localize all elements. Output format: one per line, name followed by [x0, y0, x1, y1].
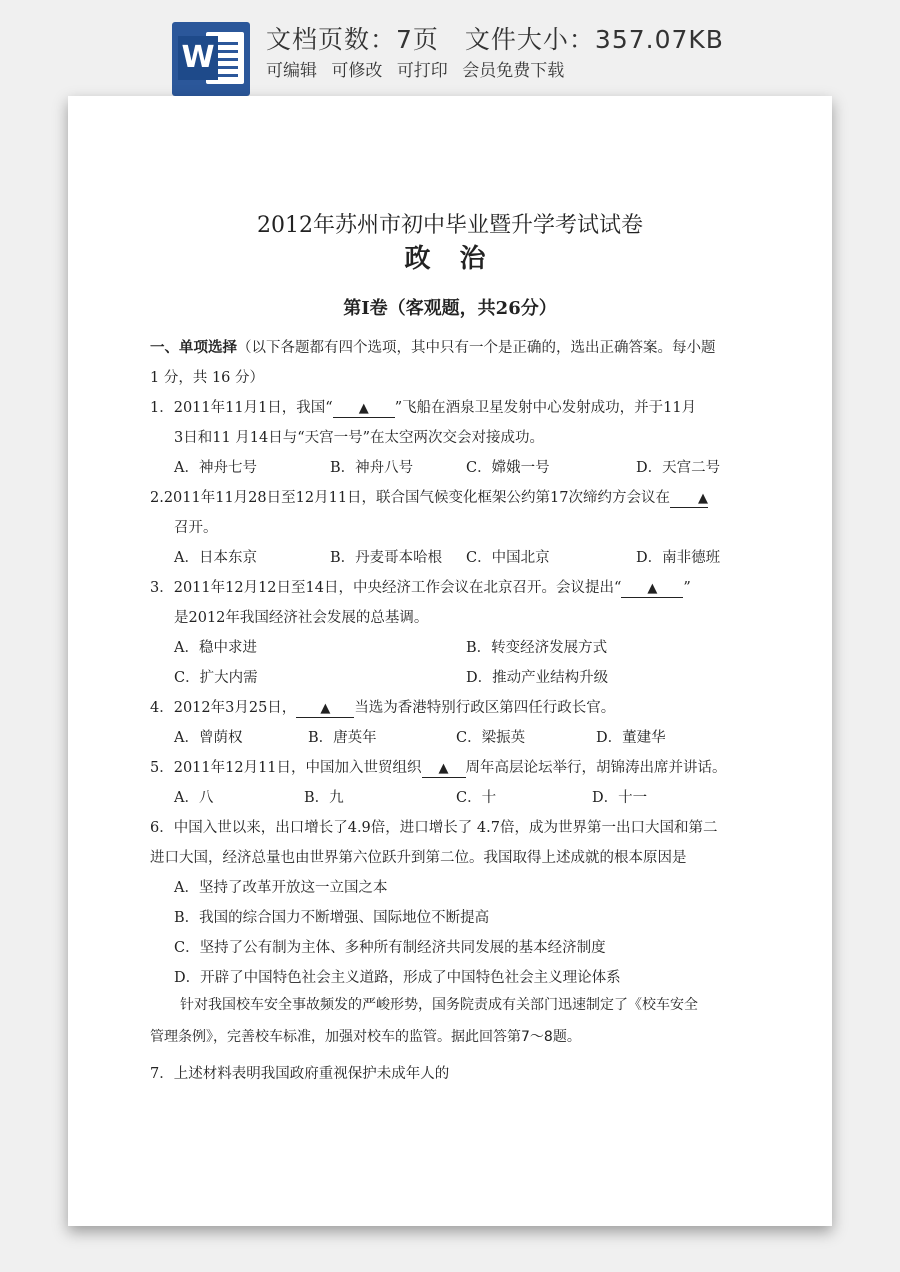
option: B．转变经济发展方式	[466, 640, 608, 656]
option: D．十一	[592, 790, 648, 806]
option: B．唐英年	[308, 730, 377, 746]
question-6-cont: 进口大国，经济总量也由世界第六位跃升到第二位。我国取得上述成就的根本原因是	[150, 850, 687, 866]
option: A．神舟七号	[174, 460, 257, 476]
option: C．坚持了公有制为主体、多种所有制经济共同发展的基本经济制度	[174, 940, 606, 956]
answer-blank: ▲	[621, 581, 683, 598]
question-3: 3．2011年12月12日至14日，中央经济工作会议在北京召开。会议提出“ ▲ ”	[150, 580, 691, 596]
feature-editable: 可编辑	[266, 61, 317, 81]
option: A．八	[174, 790, 214, 806]
option: C．梁振英	[456, 730, 526, 746]
file-size: 文件大小：357.07KB	[464, 25, 724, 54]
section-desc-2: 1 分，共 16 分）	[150, 370, 265, 386]
answer-blank: ▲	[670, 491, 708, 508]
download-banner	[0, 0, 900, 96]
option: B．九	[304, 790, 344, 806]
feature-list	[266, 56, 573, 81]
question-2-cont: 召开。	[174, 520, 218, 536]
answer-blank: ▲	[422, 761, 466, 778]
option: A．日本东京	[174, 550, 257, 566]
option: D．董建华	[596, 730, 666, 746]
question-6: 6．中国入世以来，出口增长了4.9倍，进口增长了 4.7倍，成为世界第一出口大国和第二	[150, 820, 718, 836]
option: B．神舟八号	[330, 460, 414, 476]
question-1-cont: 3日和11 月14日与“天宫一号”在太空两次交会对接成功。	[174, 430, 545, 446]
feature-printable: 可打印	[396, 61, 448, 81]
exam-title: 2012年苏州市初中毕业暨升学考试试卷	[257, 213, 643, 238]
feature-member-download: 会员免费下载	[462, 61, 565, 81]
option: D．开辟了中国特色社会主义道路，形成了中国特色社会主义理论体系	[174, 970, 621, 986]
option: D．推动产业结构升级	[466, 670, 609, 686]
word-letter: W	[178, 36, 218, 80]
material-text: 针对我国校车安全事故频发的严峻形势，国务院责成有关部门迅速制定了《校车安全	[180, 997, 698, 1013]
option: C．中国北京	[466, 550, 550, 566]
question-2: 2.2011年11月28日至12月11日，联合国气候变化框架公约第17次缔约方会议在 ▲	[150, 490, 708, 506]
option: C．扩大内需	[174, 670, 258, 686]
question-1: 1．2011年11月1日，我国“ ▲ ”飞船在酒泉卫星发射中心发射成功，并于11月	[150, 400, 697, 416]
document-page	[68, 96, 832, 1226]
option: A．坚持了改革开放这一立国之本	[174, 880, 388, 896]
section-heading: 一、单项选择	[150, 339, 237, 356]
option: B．我国的综合国力不断增强、国际地位不断提高	[174, 910, 490, 926]
question-4: 4．2012年3月25日， ▲ 当选为香港特别行政区第四任行政长官。	[150, 700, 616, 716]
page-count: 文档页数：7页	[266, 25, 439, 54]
file-meta	[266, 20, 724, 56]
material-text-cont: 管理条例》，完善校车标准，加强对校车的监管。据此回答第7～8题。	[150, 1029, 581, 1045]
exam-subject: 政 治	[404, 244, 496, 274]
answer-blank: ▲	[296, 701, 354, 718]
question-3-cont: 是2012年我国经济社会发展的总基调。	[174, 610, 429, 626]
section-desc: （以下各题都有四个选项，其中只有一个是正确的，选出正确答案。每小题	[237, 340, 716, 356]
option: D．天宫二号	[636, 460, 721, 476]
question-7: 7．上述材料表明我国政府重视保护未成年人的	[150, 1066, 450, 1082]
question-5: 5．2011年12月11日，中国加入世贸组织 ▲ 周年高层论坛举行，胡锦涛出席并讲话。	[150, 760, 727, 776]
option: C．嫦娥一号	[466, 460, 550, 476]
option: B．丹麦哥本哈根	[330, 550, 443, 566]
feature-modifiable: 可修改	[331, 61, 383, 81]
answer-blank: ▲	[333, 401, 395, 418]
option: D．南非德班	[636, 550, 721, 566]
section-intro	[150, 336, 716, 357]
option: A．曾荫权	[174, 730, 243, 746]
part-title: 第I卷（客观题，共26分）	[343, 298, 557, 319]
word-doc-icon	[172, 22, 250, 96]
option: A．稳中求进	[174, 640, 257, 656]
option: C．十	[456, 790, 497, 806]
